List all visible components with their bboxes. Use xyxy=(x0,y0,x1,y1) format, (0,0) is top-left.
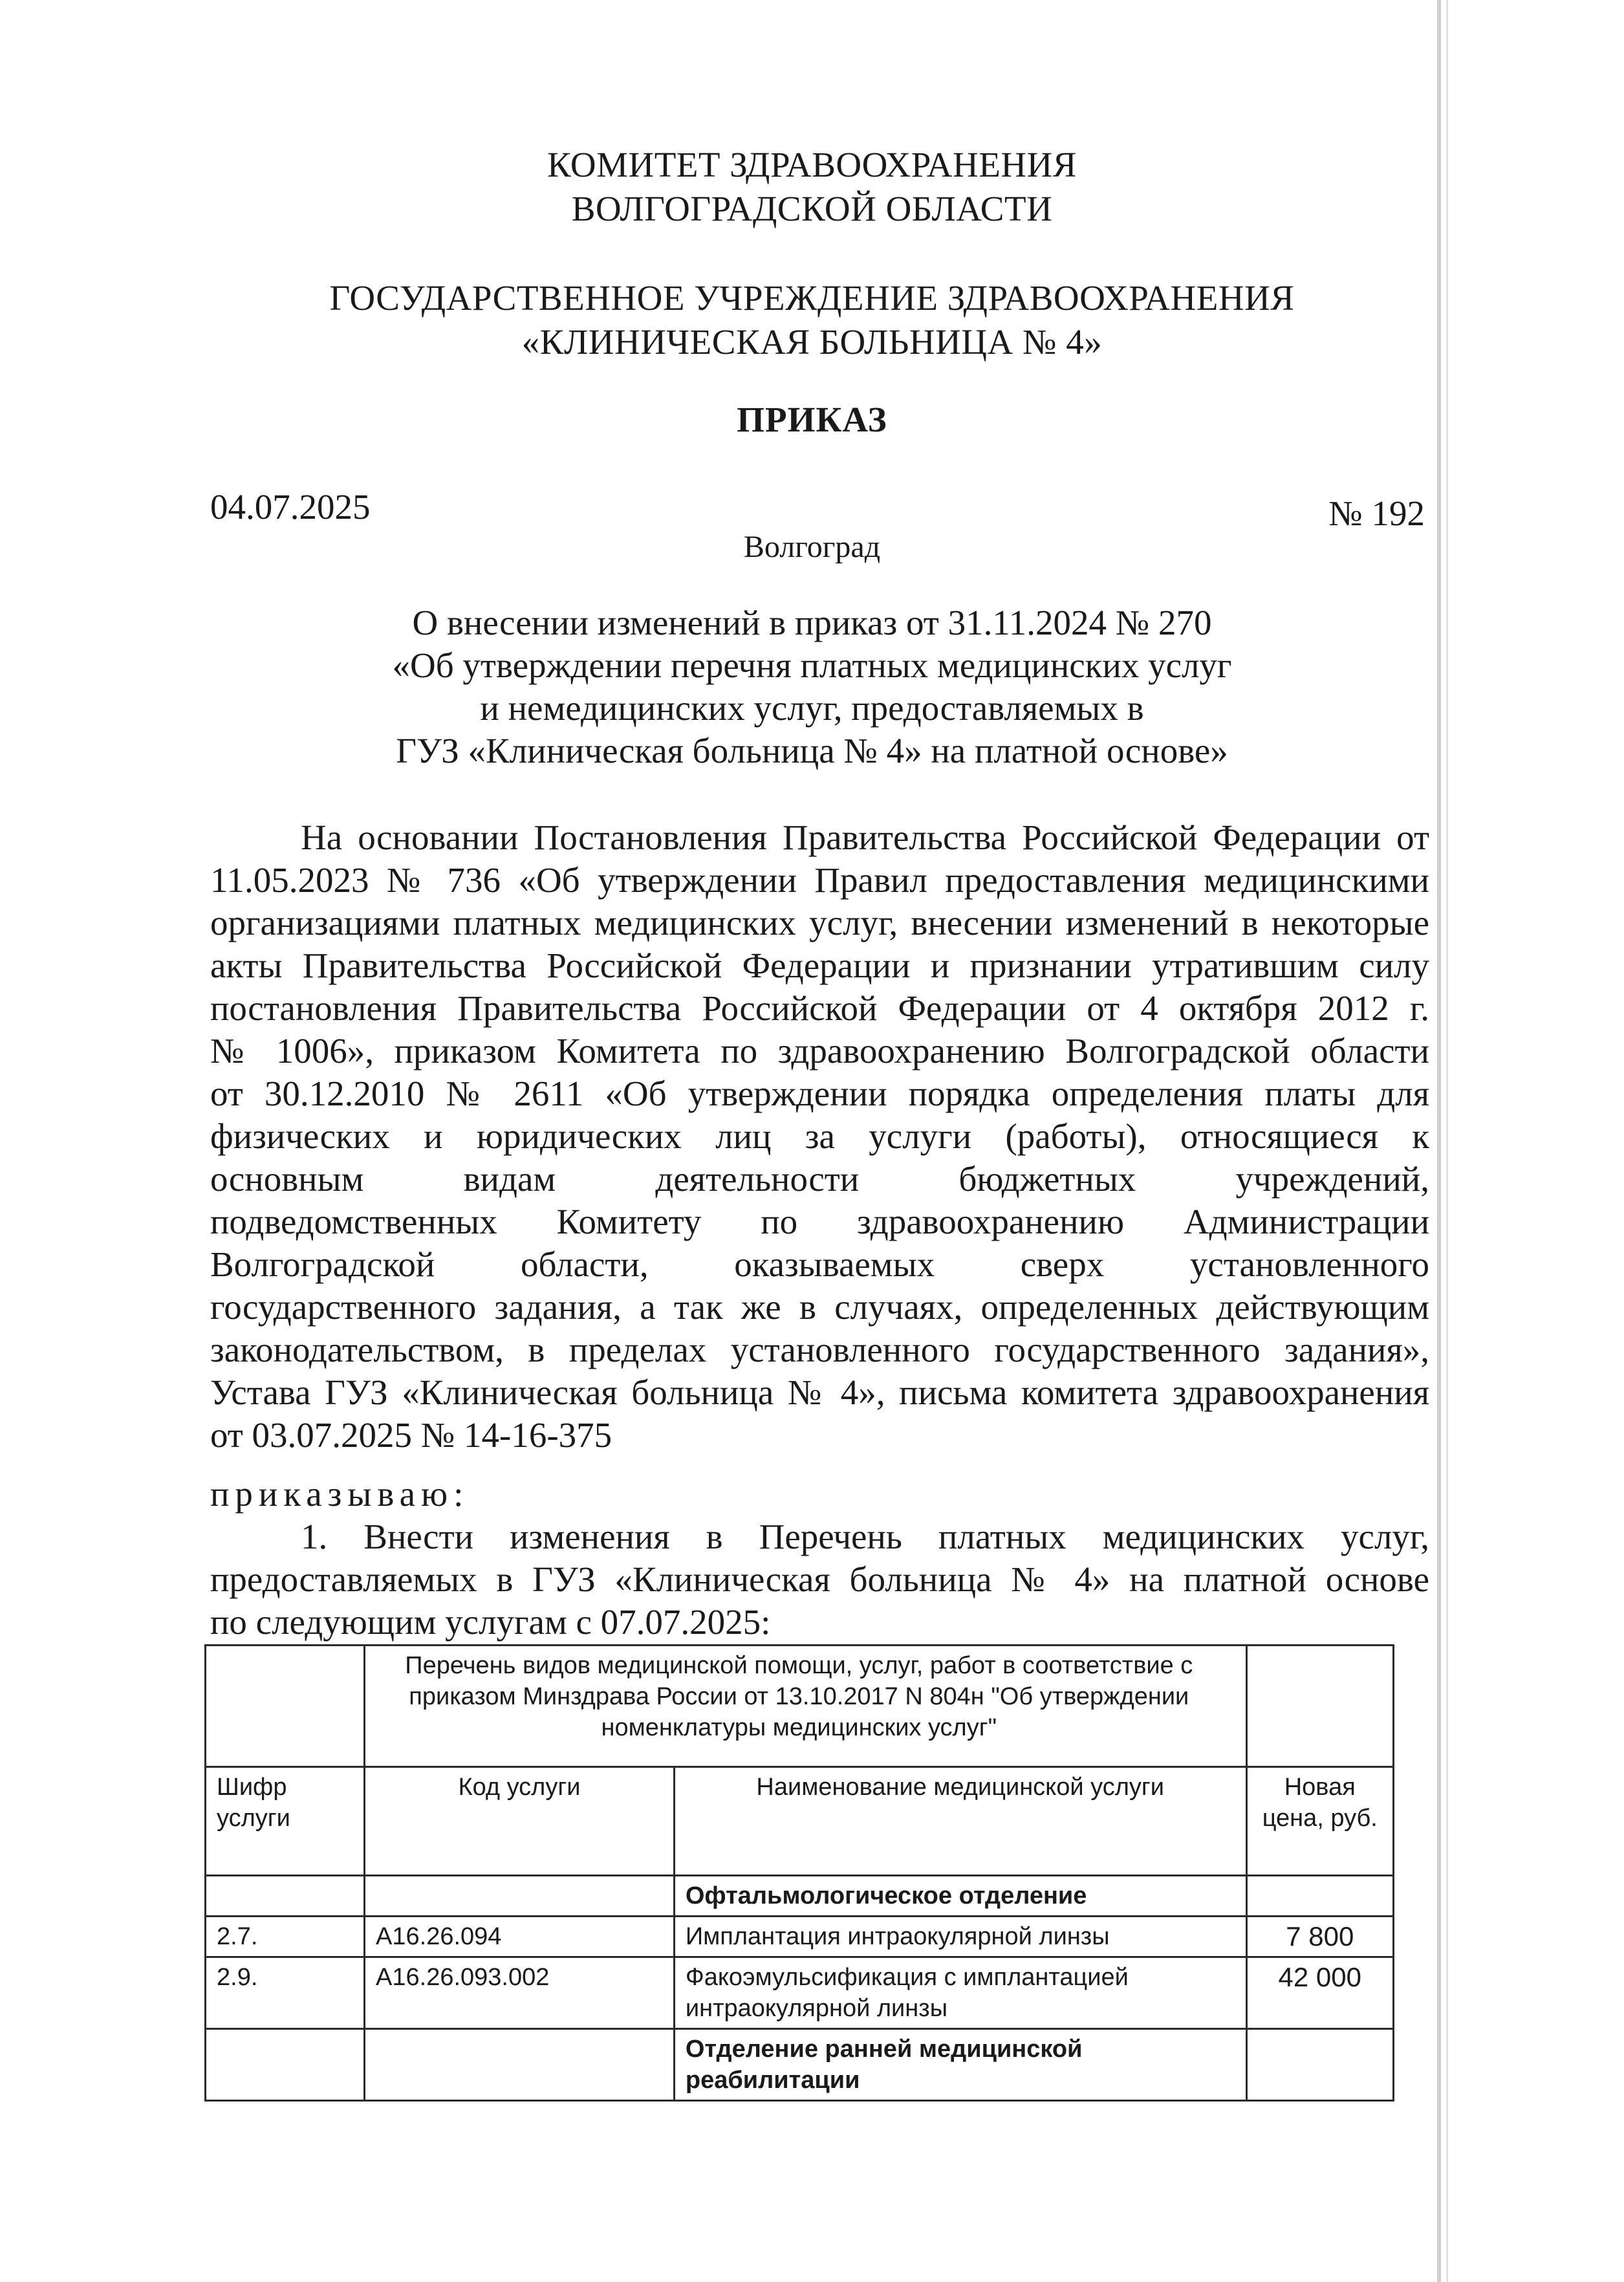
org-line-2: «КЛИНИЧЕСКАЯ БОЛЬНИЦА № 4» xyxy=(521,322,1103,362)
body-line: законодательством, в пределах установленного государственного задания», xyxy=(210,1330,1429,1369)
table-section-row xyxy=(206,1876,1394,1917)
item-line: 1. Внести изменения в Перечень платных медицинских услуг, xyxy=(301,1517,1429,1556)
services-table xyxy=(204,1644,1394,2102)
body-line: физических и юридических лиц за услуги (работы), относящиеся к xyxy=(210,1116,1429,1156)
body-line: Волгоградской области, оказываемых сверх установленного xyxy=(210,1244,1429,1284)
document-city: Волгоград xyxy=(743,530,881,564)
body-line: государственного задания, а так же в случаях, определенных действующим xyxy=(210,1287,1429,1327)
table-cell-empty xyxy=(1246,2029,1393,2101)
body-line: от 03.07.2025 № 14-16-375 xyxy=(210,1415,612,1455)
body-line: организациями платных медицинских услуг, внесении изменений в некоторые xyxy=(210,903,1429,942)
header-code: Шифр услуги xyxy=(206,1767,365,1876)
table-cell-empty xyxy=(365,1876,675,1917)
document-date: 04.07.2025 xyxy=(210,487,371,527)
table-cell-empty xyxy=(1246,1876,1393,1917)
body-line: подведомственных Комитету по здравоохранению Администрации xyxy=(210,1202,1429,1241)
order-word: приказываю: xyxy=(210,1474,470,1514)
table-cell-empty xyxy=(365,2029,675,2101)
row-code: 2.9. xyxy=(206,1957,365,2029)
org-line-1: ГОСУДАРСТВЕННОЕ УЧРЕЖДЕНИЕ ЗДРАВООХРАНЕНИЯ xyxy=(329,278,1295,318)
item-line: по следующим услугам с 07.07.2025: xyxy=(210,1602,771,1642)
table-cell-empty xyxy=(206,2029,365,2101)
table-cell-empty xyxy=(1246,1646,1393,1767)
body-line: акты Правительства Российской Федерации и признании утратившим силу xyxy=(210,946,1429,985)
table-caption: Перечень видов медицинской помощи, услуг, работ в соответствие с приказом Минздрава России от 13.10.2017 N 804н "Об утверждении номенклатуры медицинских услуг" xyxy=(365,1646,1247,1767)
subject-line: ГУЗ «Клиническая больница № 4» на платной основе» xyxy=(396,731,1228,770)
document-title: ПРИКАЗ xyxy=(737,400,887,439)
body-line: постановления Правительства Российской Федерации от 4 октября 2012 г. xyxy=(210,988,1429,1028)
table-caption-row xyxy=(206,1646,1394,1767)
document-body xyxy=(210,816,1429,1457)
row-price: 7 800 xyxy=(1246,1917,1393,1957)
item-line: предоставляемых в ГУЗ «Клиническая больница № 4» на платной основе xyxy=(210,1559,1429,1599)
header-service-code: Код услуги xyxy=(365,1767,675,1876)
section-title: Отделение ранней медицинской реабилитации xyxy=(674,2029,1246,2101)
subject-line: и немедицинских услуг, предоставляемых в xyxy=(480,688,1144,728)
table-header-row xyxy=(206,1767,1394,1876)
header-service-name: Наименование медицинской услуги xyxy=(674,1767,1246,1876)
table-row xyxy=(206,1957,1394,2029)
table-cell-empty xyxy=(206,1876,365,1917)
body-line: Устава ГУЗ «Клиническая больница № 4», письма комитета здравоохранения xyxy=(210,1373,1429,1412)
row-service-name: Имплантация интраокулярной линзы xyxy=(674,1917,1246,1957)
row-code: 2.7. xyxy=(206,1917,365,1957)
body-line: На основании Постановления Правительства Российской Федерации от xyxy=(301,818,1429,857)
subject-line: «Об утверждении перечня платных медицинских услуг xyxy=(392,646,1232,685)
document-subject xyxy=(0,602,1624,772)
table-row xyxy=(206,1917,1394,1957)
order-item-1 xyxy=(210,1516,1429,1644)
committee-line-1: КОМИТЕТ ЗДРАВООХРАНЕНИЯ xyxy=(547,145,1077,184)
table-cell-empty xyxy=(206,1646,365,1767)
section-title: Офтальмологическое отделение xyxy=(674,1876,1246,1917)
row-service-name: Факоэмульсификация с имплантацией интраокулярной линзы xyxy=(674,1957,1246,2029)
row-service-code: A16.26.093.002 xyxy=(365,1957,675,2029)
body-line: 11.05.2023 № 736 «Об утверждении Правил предоставления медицинскими xyxy=(210,860,1429,900)
body-line: от 30.12.2010 № 2611 «Об утверждении порядка определения платы для xyxy=(210,1074,1429,1113)
table-section-row xyxy=(206,2029,1394,2101)
row-service-code: A16.26.094 xyxy=(365,1917,675,1957)
header-price: Новая цена, руб. xyxy=(1246,1767,1393,1876)
body-line: основным видам деятельности бюджетных учреждений, xyxy=(210,1159,1429,1199)
subject-line: О внесении изменений в приказ от 31.11.2024 № 270 xyxy=(412,603,1212,642)
body-line: № 1006», приказом Комитета по здравоохранению Волгоградской области xyxy=(210,1031,1429,1070)
document-number: № 192 xyxy=(1328,494,1425,533)
committee-line-2: ВОЛГОГРАДСКОЙ ОБЛАСТИ xyxy=(571,189,1053,228)
row-price: 42 000 xyxy=(1246,1957,1393,2029)
